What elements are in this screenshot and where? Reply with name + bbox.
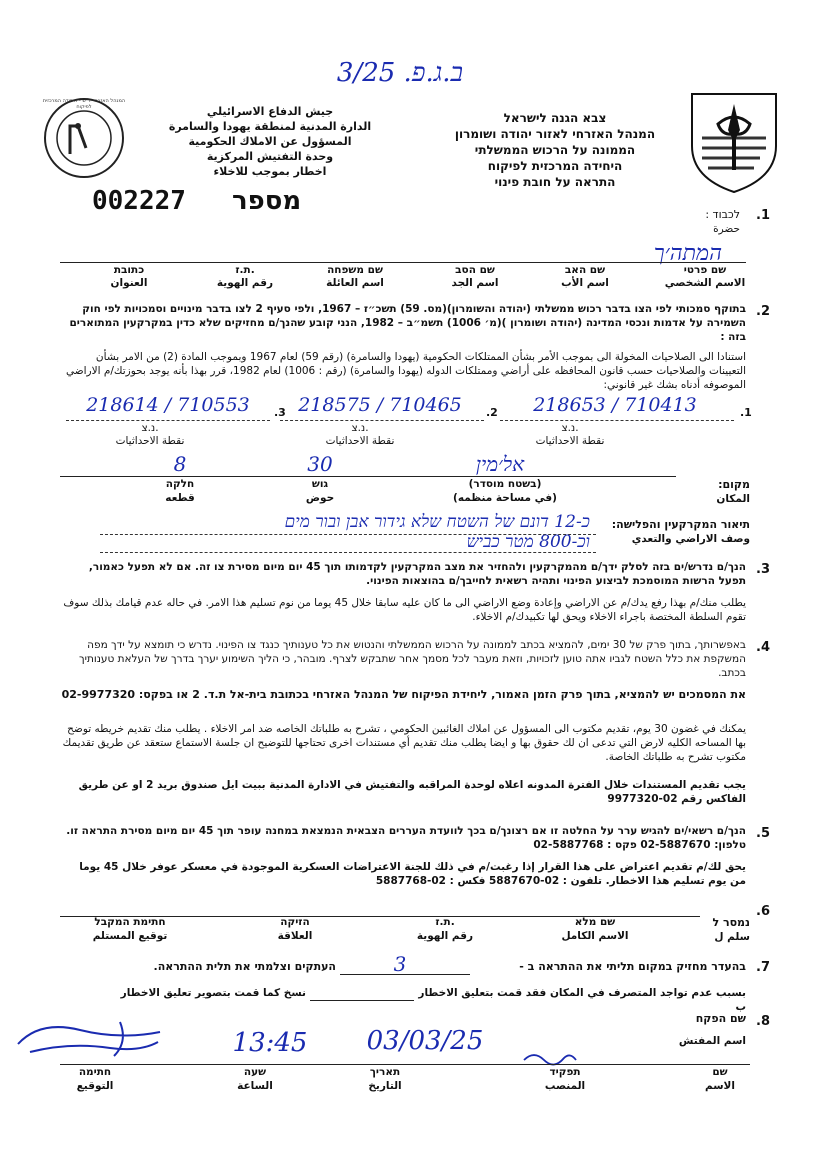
section-1-fill-line	[60, 262, 746, 263]
header-he-line-5: התראה על חובת פינוי	[494, 175, 616, 189]
coord-2-value: 218575 / 710465	[298, 394, 462, 416]
section-3-hebrew: הנך/ם נדרש/ים בזה לסלק ידך/ם מהמקרקעין ולהחזיר את מצב המקרקעין לקדמותו תוך 45 יום מיום מסירת צו זה. אם לא תפעל כאמור, תפעל הרשות המוסמכת לביצוע הפינוי ותהיה רשאית לחייבך/ם בהוצאות הפינוי.	[88, 561, 746, 587]
s6-col-relation: הזיקה العلاقة	[277, 916, 313, 942]
header-ar-line-5: اخطار بموجب للاخلاء	[213, 165, 327, 178]
section-4-hebrew-bold: את המסמכים יש להמציא, בתוך פרק הזמן האמור, ליחידת הפיקוח של המנהל האזרחי בכתובת בית-אל ת.ד. 2 או בפקס: 02-9977320	[61, 688, 746, 701]
section-5-arabic: يحق لك/م تقديم اعتراض على هذا القرار إذا رغبت/م في ذلك للجنة الاعتراضات العسكرية الموجودة في معسكر عوفر خلال 45 يوما من يوم تسليم هذا الاخطار. تلفون : 02-5887670 فكس : 02-5887768	[79, 861, 746, 887]
s8-officer-label: שם הפקח اسم المفتش	[678, 1012, 746, 1047]
place-col-block: גוש حوض	[305, 478, 335, 504]
to-label-ar: حضرة	[713, 223, 740, 235]
coord-3-label: נ.צ. نقطة الاحداثيات	[115, 422, 185, 447]
place-col-settled: (בשטח מוסדר) (في مساحة منظمه)	[453, 478, 557, 504]
s6-col-full-name: שם מלא الاسم الكامل	[561, 916, 629, 942]
place-col-parcel: חלקה قطعه	[165, 478, 195, 504]
delivered-to-label: נמסר ל سلم ل	[712, 916, 750, 943]
coord-1-index: .1	[740, 406, 752, 419]
section-4-arabic: يمكنك في غضون 30 يوم، تقديم مكتوب الى المسؤول عن املاك الغائبين الحكومي ، تشرح به طلباتك الخاصه ضد امر الاخلاء . يطلب منك تقديم خريطه توضح بها المساحه الكليه لارض التي تدعى ان لك حقوق بها و ايضا يطلب منك تقديم أي مستندات اخرى تحتاجها للتوضيح ان جلسة الاستماع ستعقد عن طريق تقديمك مكتوب تشرح به طلباتك الخاصة.	[62, 723, 746, 763]
header-ar-line-3: المسؤول عن الاملاك الحكومية	[188, 135, 352, 148]
inspector-signature	[10, 1012, 170, 1068]
s8-col-date: תאריך التاريخ	[368, 1066, 402, 1092]
header-he-line-2: המנהל האזרחי לאזור יהודה ושומרון	[454, 127, 656, 141]
s7-copies-handwritten: 3	[393, 952, 407, 976]
coord-2-index: .2	[486, 406, 498, 419]
coord-3-value: 218614 / 710553	[86, 394, 250, 416]
section-5-number: .5	[756, 826, 770, 841]
coord-1-value: 218653 / 710413	[533, 394, 697, 416]
place-label: מקום: المكان	[716, 478, 750, 505]
s8-time-handwritten: 13:45	[232, 1028, 308, 1058]
document-number-value: 002227	[92, 186, 186, 216]
section-2-hebrew: בתוקף סמכותי לפי הצו בדבר רכוש ממשלתי (יהודה והשומרון)(מס. 59) תשכ״ז – 1967, ולפי סעיף 2 לצו בדבר מינויים וסמכויות לפי חוק השמירה על אדמות ונכסי המדינה (יהודה ושומרון )(מ׳ 1006) תשמ״ב – 1982, הנני קובע שהנך/ם מחזיקים שלא כדין במקרקעין המתוארים בזה :	[69, 303, 746, 343]
s6-col-signature: חתימת המקבל توقيع المستلم	[92, 916, 168, 942]
col-family-name: שם משפחה اسم العائلة	[326, 264, 384, 289]
col-address: כתובת العنوان	[110, 264, 148, 289]
col-father-name: שם האב اسم الأب	[561, 264, 609, 289]
seal-text: המנהל האזרחי יו״ש - היחידה המרכזית לפיקוח	[42, 98, 126, 110]
s8-col-role: תפקיד المنصب	[544, 1066, 586, 1092]
section-6-number: .6	[756, 904, 770, 919]
description-label: תיאור המקרקעין והפלישה: وصف الاراضي والتعدي	[611, 518, 750, 545]
section-8-number: .8	[756, 1014, 770, 1029]
section-1-number: .1	[756, 208, 770, 223]
s7-arabic-lead: بسبب عدم تواجد المتصرف في المكان فقد قمت بتعليق الاخطار ب	[418, 987, 746, 1013]
col-grandfather-name: שם הסב اسم الجد	[451, 264, 499, 289]
s7-arabic-tail: نسخ كما قمت بتصوير تعليق الاخطار	[120, 987, 306, 999]
section-2-arabic: استنادا الى الصلاحيات المخولة الى بموجب الأمر بشأن الممتلكات الحكومية (يهودا والسامرة) (رقم 59) لعام 1967 وبموجب المادة (2) من الامر بشأن التعيينات والصلاحيات حسب قانون المحافظه على أراضي وممتلكات الدوله (يهودا والسامرة) (رقم : 1006) لعام 1982، قرر بهذا بأنه يوجد بحوزتك/م الاراضي الموصوفه أدناه بشك غير قانوني:	[65, 351, 746, 391]
header-ar-line-2: الدارة المدنية لمنطقة يهودا والسامرة	[168, 120, 372, 133]
header-he-line-1: צבא הגנה לישראל	[503, 111, 607, 125]
header-ar-line-1: جيش الدفاع الاسرائيلي	[206, 105, 334, 118]
s6-col-id: ת.ז. رقم الهوية	[416, 916, 474, 942]
section-4-arabic-bold: يجب تقديم المستندات خلال الفترة المدونه اعلاه لوحدة المراقبه والتفتيش في الادارة المدنية ببيت ايل صندوق بريد 2 او عن طريق الفاكس رقم 02-9977320	[78, 779, 746, 805]
section-7-number: .7	[756, 960, 770, 975]
recipient-name-handwritten: המתה׳ך	[653, 241, 722, 266]
idf-emblem-icon	[688, 90, 780, 194]
header-ar-line-4: وحدة التفتيش المركزية	[206, 150, 334, 163]
coord-1-label: נ.צ. نقطة الاحداثيات	[535, 422, 605, 447]
place-parcel-handwritten: 8	[173, 452, 187, 476]
col-id-number: ת.ז. رقم الهوية	[216, 264, 274, 289]
s8-col-name: שם الاسم	[705, 1066, 735, 1092]
s8-date-handwritten: 03/03/25	[366, 1026, 484, 1056]
s7-hebrew-lead: בהעדר מחזיק במקום תליתי את ההתראה ב -	[519, 960, 746, 973]
to-label-he: לכבוד :	[705, 208, 740, 221]
header-he-line-3: הממונה על הרכוש הממשלתי	[474, 143, 636, 157]
section-5-hebrew: הנך/ם רשאי/ים להגיש ערר על החלטה זו אם רצונך/ם בכך לוועדת העררים הצבאית הנמצאת במחנה עופר תוך 45 יום מיום מסירת התראה זו. טלפון: 02-5887670 פקס : 02-5887768	[66, 825, 746, 851]
document-number-label: מספר	[232, 186, 302, 216]
coord-3-index: .3	[274, 406, 286, 419]
place-block-handwritten: 30	[307, 452, 333, 476]
s7-hebrew-tail: העתקים וצלמתי את תלית ההתראה.	[153, 960, 336, 973]
s8-col-signature: חתימה التوقيع	[76, 1066, 114, 1092]
file-code-handwritten: 3/25 .ב.ג.פ	[336, 58, 464, 88]
header-he-line-4: היחידה המרכזית לפיקוח	[487, 159, 623, 173]
section-3-number: .3	[756, 562, 770, 577]
place-village-handwritten: אל׳מין	[475, 452, 525, 476]
section-4-number: .4	[756, 640, 770, 655]
description-handwritten-2: וכ-800 מטר כביש	[466, 532, 590, 552]
document-number	[92, 186, 352, 218]
description-handwritten-1: כ-12 דונם של השטח שלא גידור אבן ובור מים	[284, 512, 590, 532]
coord-2-label: נ.צ. نقطة الاحداثيات	[325, 422, 395, 447]
official-seal-stamp	[42, 96, 126, 180]
section-2-number: .2	[756, 304, 770, 319]
section-4-hebrew: באפשרותך, בתוך פרק של 30 ימים, להמציא בכתב לממונה על הרכוש הממשלתי והנטוש את כל טענותיך כנגד צו הפינוי. נדרש כי תומצא על ידך מפה המשקפת את כלל השטח לגביו אתה טוען לזכויות, וזאת מעבר לכל מסמך אחר שתבקש לצרף. מובהר, כי הליך השימוע יערך בדרך של העלאת טענותיך בכתב.	[78, 639, 746, 679]
col-first-name: שם פרטי الاسم الشخصي	[664, 264, 746, 289]
section-3-arabic: يطلب منك/م بهذا رفع يدك/م عن الاراضي وإعادة وضع الاراضي الى ما كان عليه سابقا خلال 45 يوما من نوم تسليم هذا الامر. في حاله عدم قيامك بذلك سوف تقوم السلطة المختصة باجراء الاخلاء ويحق لها تكبيدك/م الاخلاء.	[63, 597, 746, 623]
s8-col-time: שעה الساعة	[237, 1066, 273, 1092]
